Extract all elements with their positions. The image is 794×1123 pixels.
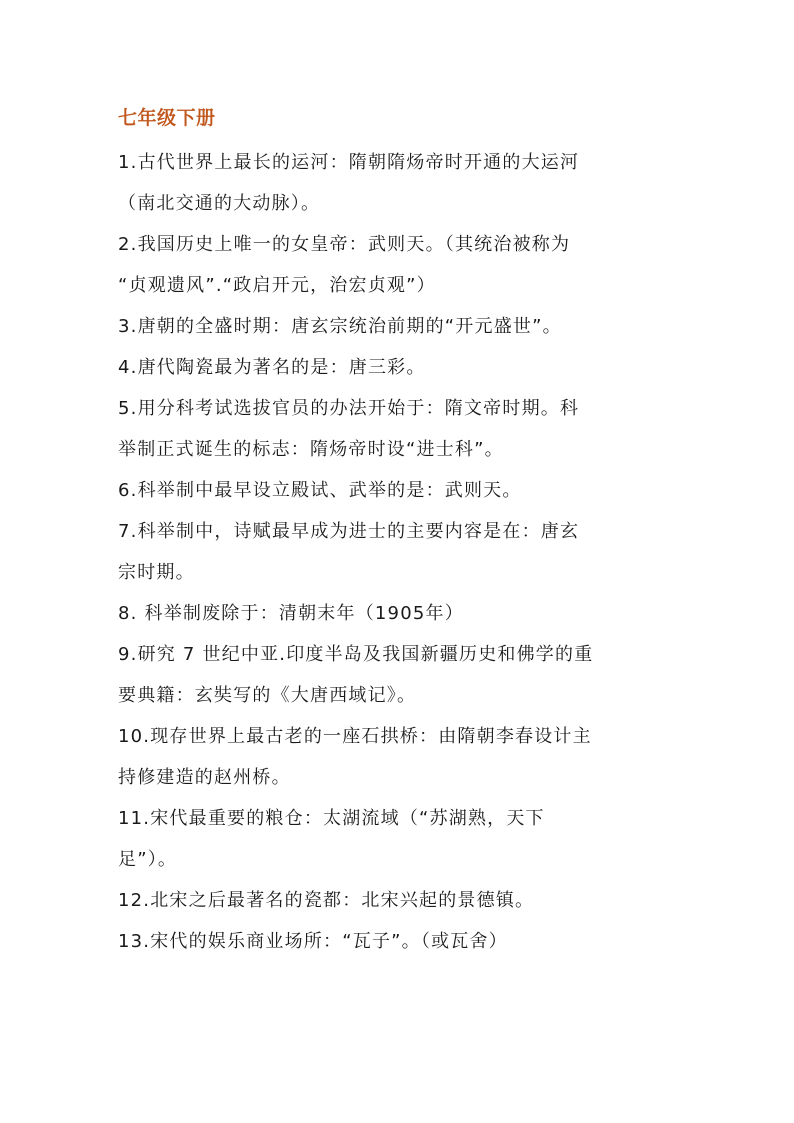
note-line: 4.唐代陶瓷最为著名的是：唐三彩。	[118, 357, 426, 378]
note-line: 2.我国历史上唯一的女皇帝：武则天。（其统治被称为	[118, 234, 571, 255]
note-line: 9.研究 7 世纪中亚.印度半岛及我国新疆历史和佛学的重	[118, 644, 594, 665]
note-line: 3.唐朝的全盛时期：唐玄宗统治前期的“开元盛世”。	[118, 316, 562, 337]
note-line: “贞观遗风”.“政启开元，治宏贞观”）	[118, 275, 436, 296]
note-line: 10.现存世界上最古老的一座石拱桥：由隋朝李春设计主	[118, 726, 592, 747]
note-line: 持修建造的赵州桥。	[118, 767, 291, 788]
note-line: 7.科举制中，诗赋最早成为进士的主要内容是在：唐玄	[118, 521, 580, 542]
note-line: 6.科举制中最早设立殿试、武举的是：武则天。	[118, 480, 522, 501]
note-line: 举制正式诞生的标志：隋炀帝时设“进士科”。	[118, 439, 504, 460]
note-line: 11.宋代最重要的粮仓：太湖流域（“苏湖熟，天下	[118, 808, 545, 829]
note-line: 宗时期。	[118, 562, 195, 583]
note-line: 1.古代世界上最长的运河：隋朝隋炀帝时开通的大运河	[118, 152, 580, 173]
note-line: 5.用分科考试选拔官员的办法开始于：隋文帝时期。科	[118, 398, 580, 419]
notes-list	[118, 142, 678, 962]
note-line: （南北交通的大动脉）。	[118, 193, 321, 214]
document-page	[118, 104, 678, 962]
section-heading: 七年级下册	[118, 107, 216, 129]
note-line: 要典籍：玄奘写的《大唐西域记》。	[118, 685, 417, 706]
note-line: 13.宋代的娱乐商业场所：“瓦子”。（或瓦舍）	[118, 931, 508, 952]
note-line: 足”）。	[118, 849, 178, 870]
note-line: 12.北宋之后最著名的瓷都：北宋兴起的景德镇。	[118, 890, 535, 911]
note-line: 8. 科举制废除于：清朝末年（1905年）	[118, 603, 464, 624]
